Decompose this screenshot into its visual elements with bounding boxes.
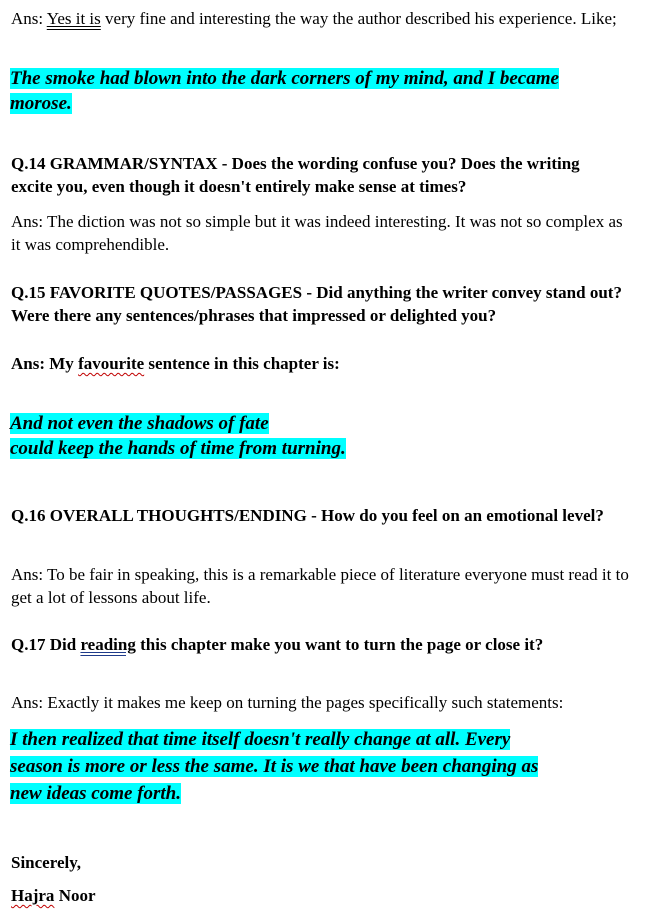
q17-question-reading: reading [80,635,136,654]
quote-time-line-3: new ideas come forth. [10,783,181,804]
signature-last-name: Noor [54,886,96,905]
q17-answer: Ans: Exactly it makes me keep on turning the pages specifically such statements: [11,693,564,712]
q15-answer-prefix: Ans: My [11,354,79,373]
q15-answer-rest: sentence in this chapter is: [144,354,340,373]
highlighted-quote-time [10,726,538,807]
q15-answer-favourite: favourite [78,354,145,373]
signature-first-name: Hajra [11,886,55,905]
intro-answer [11,7,646,30]
quote-time-line-2: season is more or less the same. It is we that have been changing as [10,756,539,777]
intro-ans-underlined: Yes it is [46,9,101,28]
q14-question: Q.14 GRAMMAR/SYNTAX - Does the wording confuse you? Does the writing excite you, even though it doesn't entirely make sense at times? [11,154,580,196]
highlighted-quote-smoke [10,66,559,116]
q14-answer: Ans: The diction was not so simple but it was indeed interesting. It was not so complex as it was comprehendible. [11,212,623,254]
q17-question [11,633,631,656]
quote-fate-line-1: And not even the shadows of fate [10,413,269,434]
closing-salutation: Sincerely, [11,853,82,872]
q16-question: Q.16 OVERALL THOUGHTS/ENDING - How do you feel on an emotional level? [11,506,604,525]
closing-signature-name [11,884,96,907]
highlighted-quote-fate [10,411,346,461]
quote-smoke-line-1: The smoke had blown into the dark corners of my mind, and I became [10,68,559,89]
q15-answer [11,352,631,375]
quote-time-line-1: I then realized that time itself doesn't really change at all. Every [10,729,511,750]
q17-question-prefix: Q.17 Did [11,635,81,654]
q17-question-rest: this chapter make you want to turn the page or close it? [135,635,544,654]
q15-question: Q.15 FAVORITE QUOTES/PASSAGES - Did anything the writer convey stand out? Were there any sentences/phrases that impressed or delighted you? [11,283,622,325]
intro-ans-rest: very fine and interesting the way the author described his experience. Like; [100,9,617,28]
quote-fate-line-2: could keep the hands of time from turning. [10,438,346,459]
intro-ans-prefix: Ans: [11,9,47,28]
quote-smoke-line-2: morose. [10,93,72,114]
q16-answer: Ans: To be fair in speaking, this is a remarkable piece of literature everyone must read it to get a lot of lessons about life. [11,565,629,607]
